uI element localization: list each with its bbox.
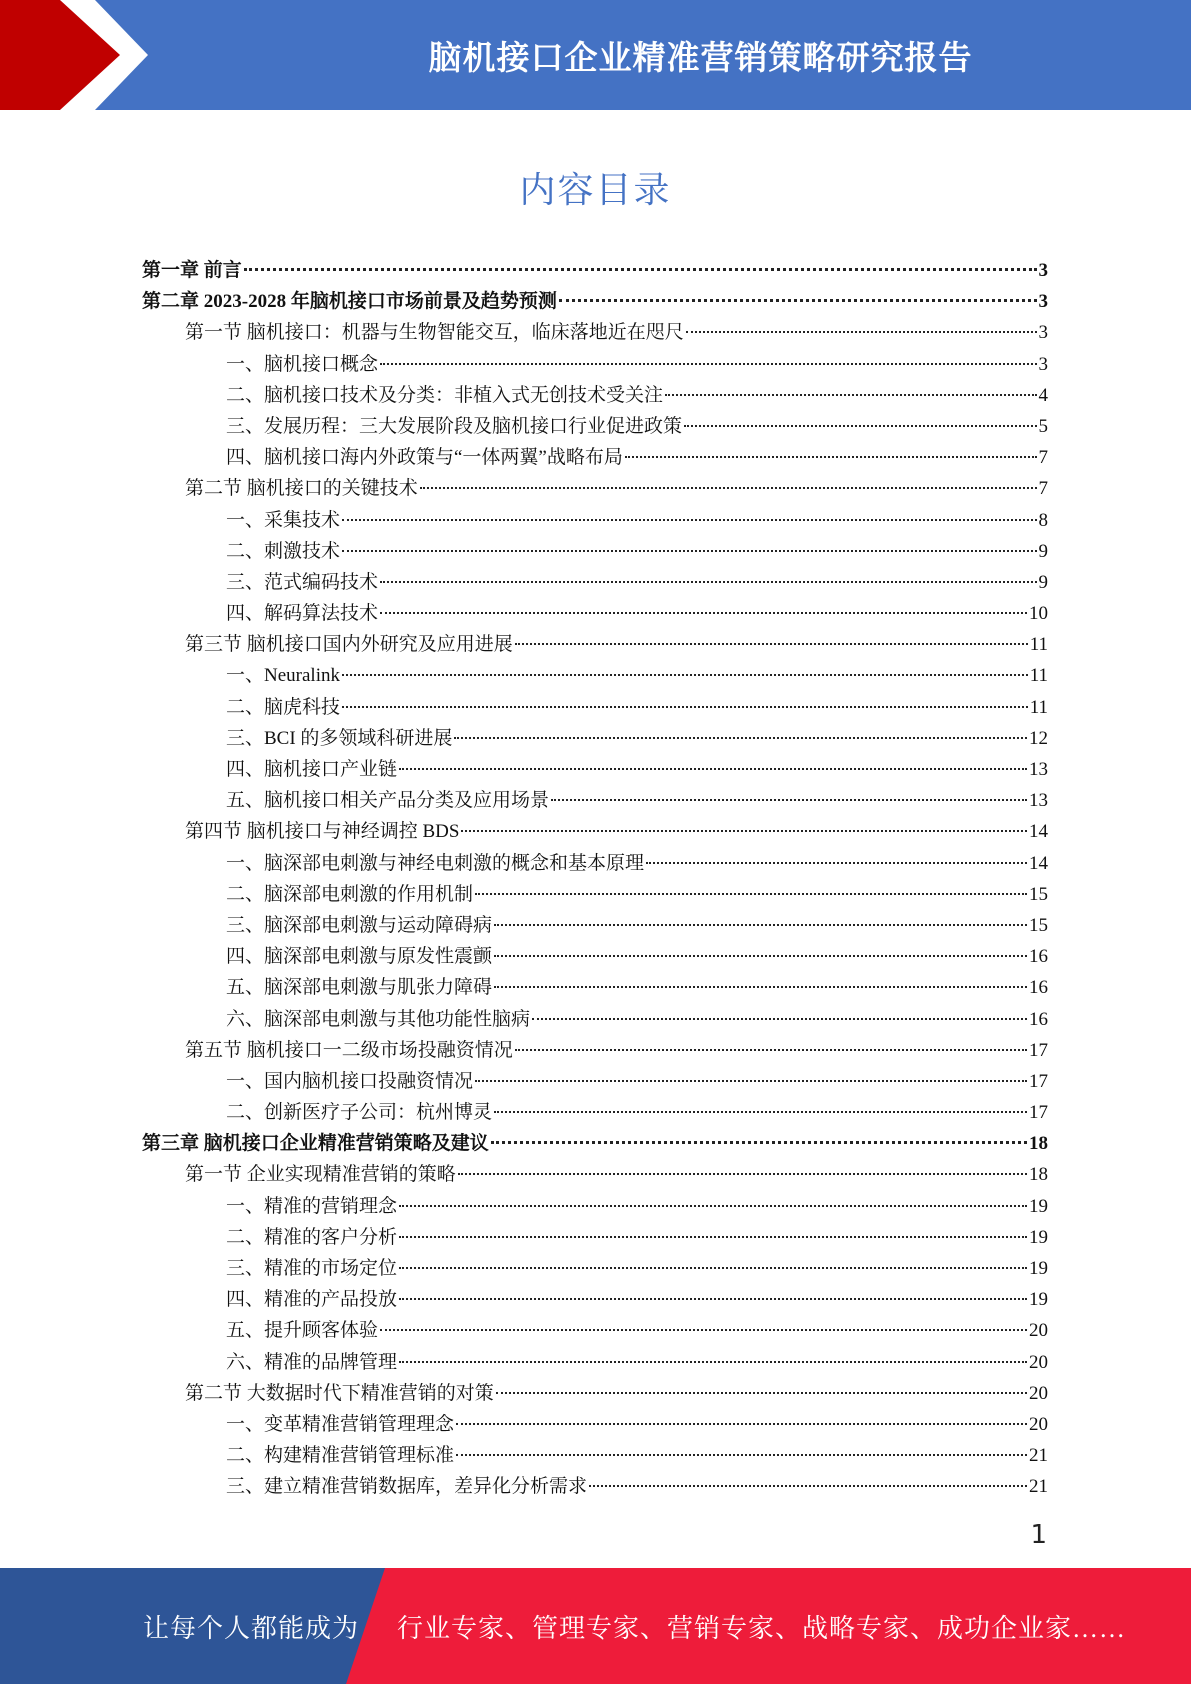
toc-entry[interactable] — [142, 1378, 1048, 1409]
toc-dot-leader — [342, 706, 1028, 708]
toc-entry[interactable] — [142, 1222, 1048, 1253]
toc-entry[interactable] — [142, 785, 1048, 816]
toc-entry[interactable] — [142, 848, 1048, 879]
toc-entry-page: 7 — [1038, 447, 1048, 469]
toc-entry[interactable] — [142, 255, 1048, 286]
toc-entry-page: 4 — [1038, 384, 1048, 406]
toc-entry-page: 19 — [1029, 1258, 1048, 1279]
toc-dot-leader — [625, 456, 1037, 458]
toc-entry-page: 3 — [1038, 260, 1048, 281]
toc-dot-leader — [494, 955, 1027, 957]
toc-entry-page: 18 — [1029, 1164, 1048, 1186]
toc-entry[interactable] — [142, 598, 1048, 629]
toc-entry[interactable] — [142, 660, 1048, 691]
toc-entry[interactable] — [142, 1253, 1048, 1284]
toc-dot-leader — [684, 425, 1036, 427]
toc-entry-title: 二、脑深部电刺激的作用机制 — [226, 883, 474, 905]
toc-entry[interactable] — [142, 1128, 1048, 1159]
toc-entry-page: 21 — [1029, 1476, 1048, 1498]
toc-entry-page: 18 — [1029, 1133, 1048, 1155]
toc-entry-page: 11 — [1029, 665, 1048, 687]
toc-entry-page: 14 — [1029, 852, 1048, 874]
footer-slogan-left: 让每个人都能成为 — [143, 1613, 360, 1643]
toc-dot-leader — [399, 1298, 1027, 1300]
toc-heading: 内容目录 — [519, 170, 672, 211]
toc-entry-page: 19 — [1029, 1289, 1048, 1311]
toc-entry[interactable] — [142, 1097, 1048, 1128]
toc-entry[interactable] — [142, 910, 1048, 941]
toc-dot-leader — [551, 799, 1027, 801]
toc-entry-title: 二、构建精准营销管理标准 — [226, 1445, 455, 1467]
toc-entry[interactable] — [142, 1284, 1048, 1315]
toc-entry-title: 第二节 脑机接口的关键技术 — [185, 478, 418, 500]
toc-entry[interactable] — [142, 442, 1048, 473]
toc-entry[interactable] — [142, 723, 1048, 754]
toc-dot-leader — [646, 862, 1027, 864]
toc-entry[interactable] — [142, 1471, 1048, 1502]
toc-dot-leader — [589, 1485, 1027, 1487]
toc-entry[interactable] — [142, 349, 1048, 380]
toc-entry[interactable] — [142, 286, 1048, 317]
toc-entry-title: 四、精准的产品投放 — [226, 1289, 398, 1311]
toc-entry[interactable] — [142, 941, 1048, 972]
toc-entry-title: 第四节 脑机接口与神经调控 BDS — [185, 821, 460, 843]
toc-dot-leader — [342, 519, 1036, 521]
toc-dot-leader — [494, 924, 1027, 926]
toc-entry[interactable] — [142, 1440, 1048, 1471]
toc-entry-page: 16 — [1029, 1008, 1048, 1030]
toc-entry[interactable] — [142, 1066, 1048, 1097]
toc-entry[interactable] — [142, 505, 1048, 536]
toc-entry[interactable] — [142, 879, 1048, 910]
page-number: 1 — [1030, 1520, 1047, 1550]
toc-entry-page: 14 — [1029, 821, 1048, 843]
toc-dot-leader — [475, 1080, 1027, 1082]
toc-entry[interactable] — [142, 1191, 1048, 1222]
toc-entry[interactable] — [142, 317, 1048, 348]
toc-entry-title: 一、脑机接口概念 — [226, 353, 379, 375]
toc-entry-title: 三、脑深部电刺激与运动障碍病 — [226, 914, 493, 936]
toc-entry-page: 9 — [1038, 571, 1048, 593]
toc-dot-leader — [380, 1329, 1027, 1331]
toc-entry[interactable] — [142, 1004, 1048, 1035]
toc-entry-title: 五、脑深部电刺激与肌张力障碍 — [226, 977, 493, 999]
toc-dot-leader — [380, 581, 1036, 583]
toc-entry-title: 第三章 脑机接口企业精准营销策略及建议 — [142, 1133, 489, 1155]
toc-entry-title: 三、建立精准营销数据库，差异化分析需求 — [226, 1476, 588, 1498]
toc-entry-page: 15 — [1029, 883, 1048, 905]
toc-entry-title: 第一节 脑机接口：机器与生物智能交互，临床落地近在咫尺 — [185, 322, 684, 344]
toc-entry-title: 第五节 脑机接口一二级市场投融资情况 — [185, 1039, 513, 1061]
toc-entry[interactable] — [142, 692, 1048, 723]
toc-entry-page: 9 — [1038, 540, 1048, 562]
toc-entry-title: 五、脑机接口相关产品分类及应用场景 — [226, 790, 550, 812]
toc-entry-page: 3 — [1038, 353, 1048, 375]
toc-entry-title: 三、精准的市场定位 — [226, 1258, 398, 1279]
table-of-contents — [142, 255, 1048, 1503]
toc-entry[interactable] — [142, 1159, 1048, 1190]
toc-entry-page: 16 — [1029, 977, 1048, 999]
toc-dot-leader — [399, 768, 1027, 770]
toc-entry-page: 20 — [1029, 1351, 1048, 1373]
toc-entry-title: 一、Neuralink — [226, 665, 340, 687]
toc-entry-page: 3 — [1038, 291, 1048, 313]
footer-slogan-right: 行业专家、管理专家、营销专家、战略专家、成功企业家…… — [397, 1613, 1127, 1643]
toc-entry-page: 19 — [1029, 1195, 1048, 1217]
toc-dot-leader — [559, 299, 1037, 302]
toc-entry-title: 一、精准的营销理念 — [226, 1195, 398, 1217]
toc-dot-leader — [491, 1141, 1027, 1144]
toc-entry-title: 二、创新医疗子公司：杭州博灵 — [226, 1102, 493, 1124]
toc-entry-title: 四、脑机接口产业链 — [226, 759, 398, 780]
toc-entry[interactable] — [142, 1035, 1048, 1066]
toc-dot-leader — [399, 1205, 1027, 1207]
toc-entry-title: 六、精准的品牌管理 — [226, 1351, 398, 1373]
toc-entry-title: 第一章 前言 — [142, 260, 242, 281]
toc-entry-title: 一、脑深部电刺激与神经电刺激的概念和基本原理 — [226, 852, 645, 874]
toc-dot-leader — [380, 363, 1036, 365]
toc-entry-title: 三、BCI 的多领域科研进展 — [226, 727, 453, 749]
toc-entry-page: 17 — [1029, 1039, 1048, 1061]
toc-entry-page: 16 — [1029, 946, 1048, 968]
toc-entry[interactable] — [142, 380, 1048, 411]
toc-entry-title: 第二节 大数据时代下精准营销的对策 — [185, 1382, 494, 1404]
toc-entry-title: 第二章 2023-2028 年脑机接口市场前景及趋势预测 — [142, 291, 557, 313]
toc-dot-leader — [420, 487, 1037, 489]
toc-dot-leader — [461, 830, 1027, 832]
toc-dot-leader — [342, 550, 1036, 552]
toc-entry-page: 13 — [1029, 790, 1048, 812]
toc-dot-leader — [686, 331, 1037, 333]
toc-entry-title: 一、变革精准营销管理理念 — [226, 1413, 455, 1435]
toc-dot-leader — [399, 1361, 1027, 1363]
toc-entry-title: 四、脑深部电刺激与原发性震颤 — [226, 946, 493, 968]
toc-entry-title: 一、采集技术 — [226, 509, 341, 531]
toc-dot-leader — [494, 1111, 1027, 1113]
toc-entry[interactable] — [142, 567, 1048, 598]
toc-entry-page: 20 — [1029, 1382, 1048, 1404]
page-header — [0, 0, 1191, 110]
toc-entry-page: 8 — [1038, 509, 1048, 531]
toc-dot-leader — [515, 1049, 1027, 1051]
toc-entry-page: 20 — [1029, 1413, 1048, 1435]
toc-dot-leader — [454, 737, 1027, 739]
toc-entry-title: 四、脑机接口海内外政策与“一体两翼”战略布局 — [226, 447, 623, 469]
toc-dot-leader — [399, 1236, 1027, 1238]
toc-entry-title: 一、国内脑机接口投融资情况 — [226, 1070, 474, 1092]
toc-dot-leader — [532, 1018, 1027, 1020]
page-footer — [0, 1568, 1191, 1684]
toc-dot-leader — [456, 1454, 1027, 1456]
toc-entry-page: 17 — [1029, 1102, 1048, 1124]
toc-entry-title: 三、范式编码技术 — [226, 571, 379, 593]
toc-entry-title: 六、脑深部电刺激与其他功能性脑病 — [226, 1008, 531, 1030]
toc-dot-leader — [496, 1392, 1027, 1394]
toc-entry-page: 17 — [1029, 1070, 1048, 1092]
toc-entry-title: 五、提升顾客体验 — [226, 1320, 379, 1342]
toc-dot-leader — [399, 1267, 1027, 1269]
toc-entry-title: 二、脑机接口技术及分类：非植入式无创技术受关注 — [226, 384, 664, 406]
toc-entry-page: 11 — [1029, 634, 1048, 656]
toc-entry-title: 第三节 脑机接口国内外研究及应用进展 — [185, 634, 513, 656]
toc-dot-leader — [458, 1173, 1027, 1175]
toc-entry-title: 三、发展历程：三大发展阶段及脑机接口行业促进政策 — [226, 415, 683, 437]
toc-entry-page: 12 — [1029, 727, 1048, 749]
toc-entry-title: 二、脑虎科技 — [226, 696, 341, 718]
toc-dot-leader — [380, 612, 1027, 614]
toc-entry[interactable] — [142, 473, 1048, 504]
toc-entry-page: 3 — [1038, 322, 1048, 344]
toc-entry[interactable] — [142, 816, 1048, 847]
toc-entry[interactable] — [142, 629, 1048, 660]
toc-entry-title: 第一节 企业实现精准营销的策略 — [185, 1164, 456, 1186]
toc-entry-page: 13 — [1029, 759, 1048, 780]
report-title: 脑机接口企业精准营销策略研究报告 — [428, 37, 973, 77]
toc-dot-leader — [494, 986, 1027, 988]
toc-dot-leader — [342, 674, 1028, 676]
toc-entry-page: 19 — [1029, 1226, 1048, 1248]
toc-entry[interactable] — [142, 1347, 1048, 1378]
toc-dot-leader — [475, 893, 1027, 895]
toc-entry-page: 21 — [1029, 1445, 1048, 1467]
toc-entry-page: 15 — [1029, 914, 1048, 936]
toc-entry-title: 二、刺激技术 — [226, 540, 341, 562]
toc-entry-title: 二、精准的客户分析 — [226, 1226, 398, 1248]
toc-dot-leader — [665, 394, 1036, 396]
toc-entry[interactable] — [142, 536, 1048, 567]
toc-entry[interactable] — [142, 754, 1048, 785]
toc-dot-leader — [456, 1423, 1027, 1425]
toc-entry[interactable] — [142, 1409, 1048, 1440]
toc-entry-page: 5 — [1038, 415, 1048, 437]
toc-entry-title: 四、解码算法技术 — [226, 603, 379, 625]
toc-entry[interactable] — [142, 1315, 1048, 1346]
toc-entry-page: 7 — [1038, 478, 1048, 500]
toc-entry[interactable] — [142, 411, 1048, 442]
toc-entry-page: 11 — [1029, 696, 1048, 718]
toc-entry-page: 10 — [1029, 603, 1048, 625]
toc-entry[interactable] — [142, 972, 1048, 1003]
toc-dot-leader — [244, 268, 1037, 271]
toc-dot-leader — [515, 643, 1028, 645]
toc-entry-page: 20 — [1029, 1320, 1048, 1342]
